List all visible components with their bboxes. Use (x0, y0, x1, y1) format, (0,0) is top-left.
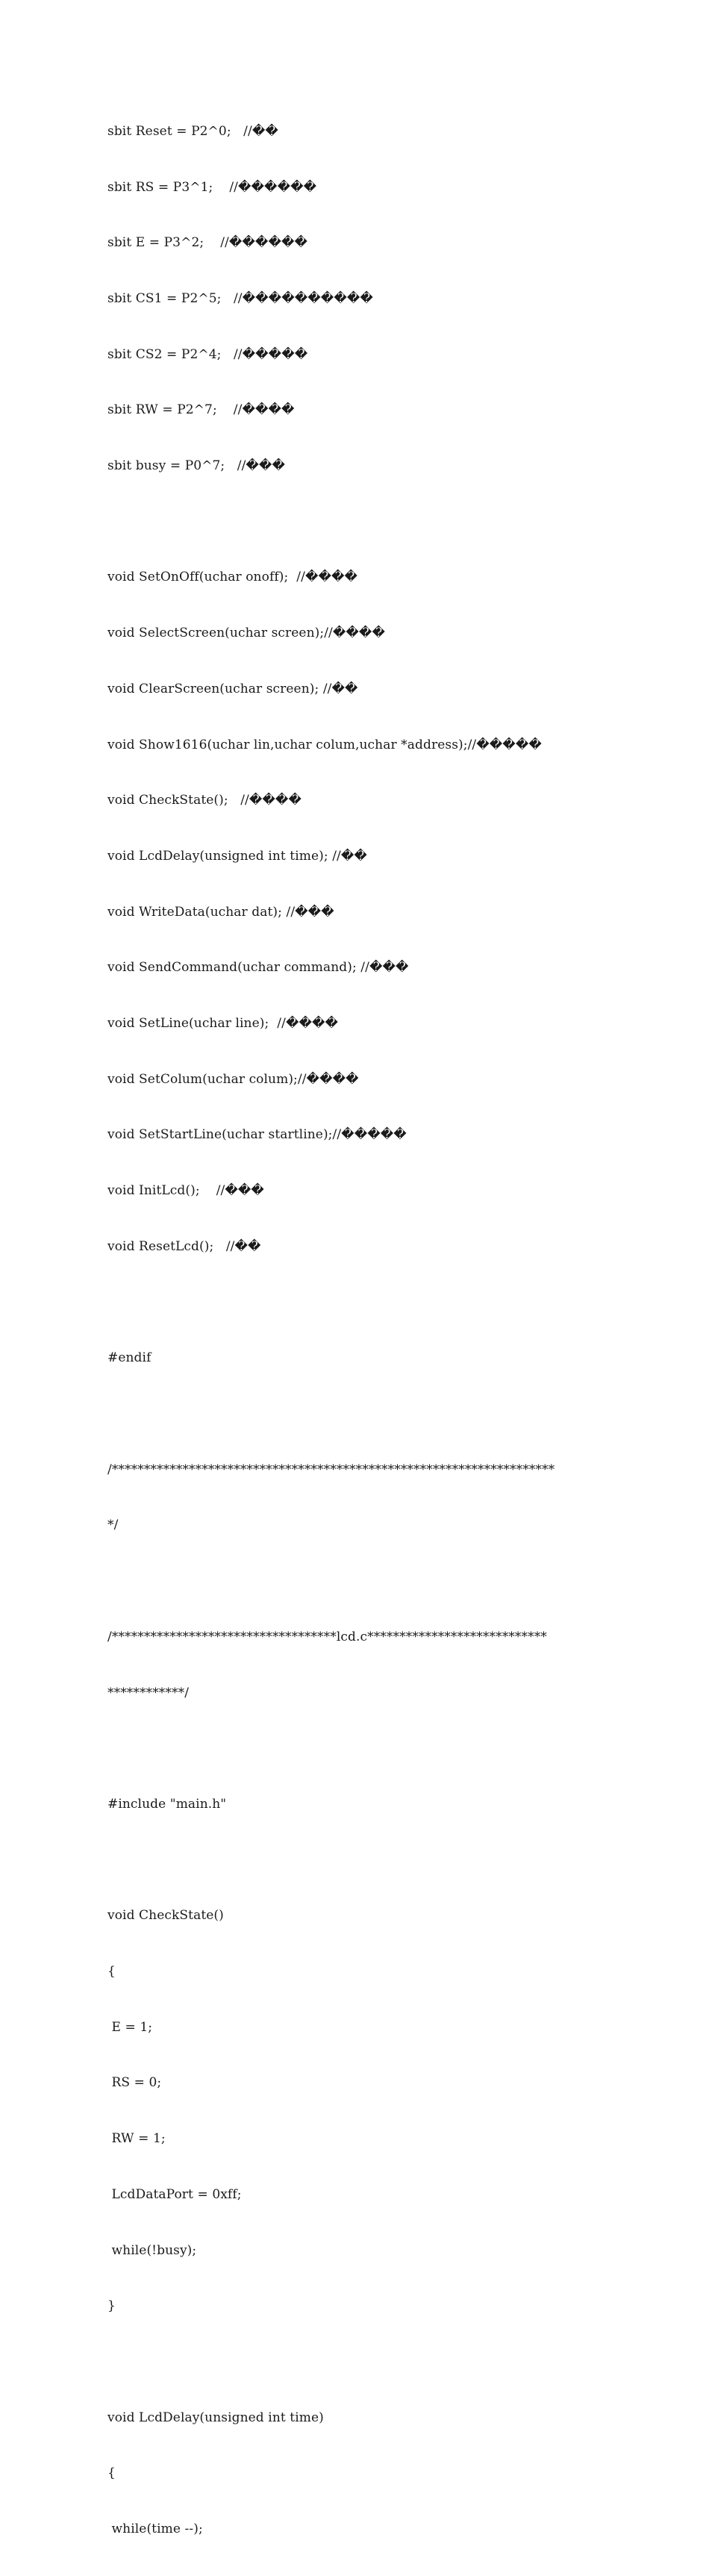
code-line: void LcdDelay(unsigned int time); //�� (107, 848, 367, 864)
code-line: sbit E = P3^2; //������ (107, 235, 308, 251)
code-line: void SelectScreen(uchar screen);//���� (107, 626, 385, 641)
code-line: sbit Reset = P2^0; //�� (107, 123, 278, 139)
code-line: /***********************************lcd.c**************************** (107, 1629, 547, 1644)
code-line: sbit RW = P2^7; //���� (107, 402, 295, 418)
code-line: RW = 1; (107, 2131, 166, 2147)
code-line: */ (107, 1518, 119, 1533)
code-line: void SetColum(uchar colum);//���� (107, 1071, 359, 1087)
blank-line (107, 513, 630, 531)
code-line: sbit CS2 = P2^4; //����� (107, 346, 308, 362)
blank-line (107, 1739, 630, 1758)
blank-line (107, 1405, 630, 1423)
code-line: void SetStartLine(uchar startline);//����� (107, 1127, 407, 1143)
code-line: sbit CS1 = P2^5; //���������� (107, 290, 373, 306)
code-line: sbit RS = P3^1; //������ (107, 179, 317, 195)
code-line: void SetOnOff(uchar onoff); //���� (107, 570, 358, 585)
code-line: #endif (107, 1350, 152, 1366)
code-line: ************/ (107, 1685, 190, 1700)
code-line: void CheckState(); //���� (107, 793, 302, 808)
code-listing (107, 85, 630, 2576)
code-line: RS = 0; (107, 2075, 162, 2091)
code-line: void SendCommand(uchar command); //��� (107, 960, 409, 976)
code-line: LcdDataPort = 0xff; (107, 2186, 242, 2202)
code-line: E = 1; (107, 2019, 153, 2035)
code-line: while(time --); (107, 2522, 203, 2537)
code-line: void WriteData(uchar dat); //��� (107, 904, 334, 920)
blank-line (107, 1572, 630, 1591)
code-line: void InitLcd(); //��� (107, 1183, 264, 1199)
blank-line (107, 1294, 630, 1312)
code-line: void Show1616(uchar lin,uchar colum,uchar *address);//����� (107, 737, 542, 752)
code-line: #include "main.h" (107, 1796, 227, 1812)
code-line: } (107, 2298, 116, 2314)
code-line: sbit busy = P0^7; //��� (107, 458, 285, 474)
blank-line (107, 2353, 630, 2371)
code-line: void LcdDelay(unsigned int time) (107, 2410, 324, 2425)
code-line: void ResetLcd(); //�� (107, 1238, 261, 1254)
code-line: while(!busy); (107, 2242, 197, 2258)
code-line: void CheckState() (107, 1908, 224, 1924)
blank-line (107, 1851, 630, 1870)
code-line: void ClearScreen(uchar screen); //�� (107, 681, 358, 696)
code-line: { (107, 2466, 116, 2481)
code-line: { (107, 1964, 116, 1980)
code-line: void SetLine(uchar line); //���� (107, 1016, 339, 1032)
code-line: /********************************************************************* (107, 1462, 555, 1477)
